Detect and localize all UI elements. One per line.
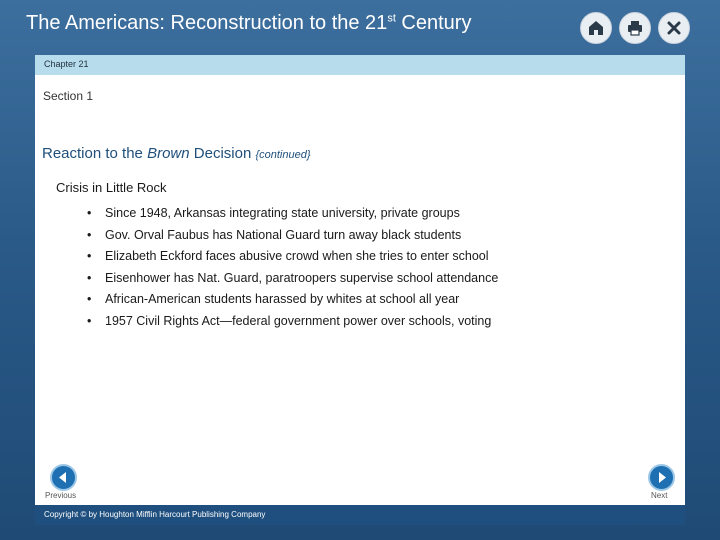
list-item: • African-American students harassed by whites at school all year: [87, 289, 498, 311]
chapter-label: Chapter 21: [44, 59, 89, 69]
close-icon: [665, 19, 683, 37]
copyright-text: Copyright © by Houghton Mifflin Harcourt Publishing Company: [44, 510, 266, 519]
bullet-list: [87, 203, 498, 332]
footer-bar: [35, 505, 685, 525]
home-button[interactable]: [580, 12, 612, 44]
heading-italic: Brown: [147, 145, 190, 162]
slide-heading: [42, 145, 311, 162]
title-text: The Americans: Reconstruction to the 21: [26, 12, 388, 34]
heading-prefix: Reaction to the: [42, 145, 148, 162]
title-text-end: Century: [395, 12, 472, 34]
list-item: • Since 1948, Arkansas integrating state university, private groups: [87, 203, 498, 225]
previous-label: Previous: [45, 491, 77, 500]
arrow-left-icon: [57, 471, 70, 484]
list-item: • 1957 Civil Rights Act—federal government power over schools, voting: [87, 311, 498, 333]
heading-continued: {continued}: [255, 149, 311, 161]
next-button[interactable]: [648, 464, 675, 491]
arrow-right-icon: [655, 471, 668, 484]
content-panel: [35, 75, 685, 505]
list-item: • Elizabeth Eckford faces abusive crowd when she tries to enter school: [87, 246, 498, 268]
subheading: Crisis in Little Rock: [56, 180, 167, 195]
app-title: [26, 12, 471, 35]
toolbar: [580, 12, 690, 44]
close-button[interactable]: [658, 12, 690, 44]
list-item: • Gov. Orval Faubus has National Guard turn away black students: [87, 225, 498, 247]
home-icon: [587, 19, 605, 37]
next-label: Next: [651, 491, 668, 500]
print-button[interactable]: [619, 12, 651, 44]
heading-suffix: Decision: [189, 145, 256, 162]
section-label: Section 1: [43, 89, 94, 103]
chapter-bar: [35, 55, 685, 75]
list-item: • Eisenhower has Nat. Guard, paratroopers supervise school attendance: [87, 268, 498, 290]
print-icon: [626, 19, 644, 37]
previous-button[interactable]: [50, 464, 77, 491]
title-superscript: st: [387, 12, 396, 25]
